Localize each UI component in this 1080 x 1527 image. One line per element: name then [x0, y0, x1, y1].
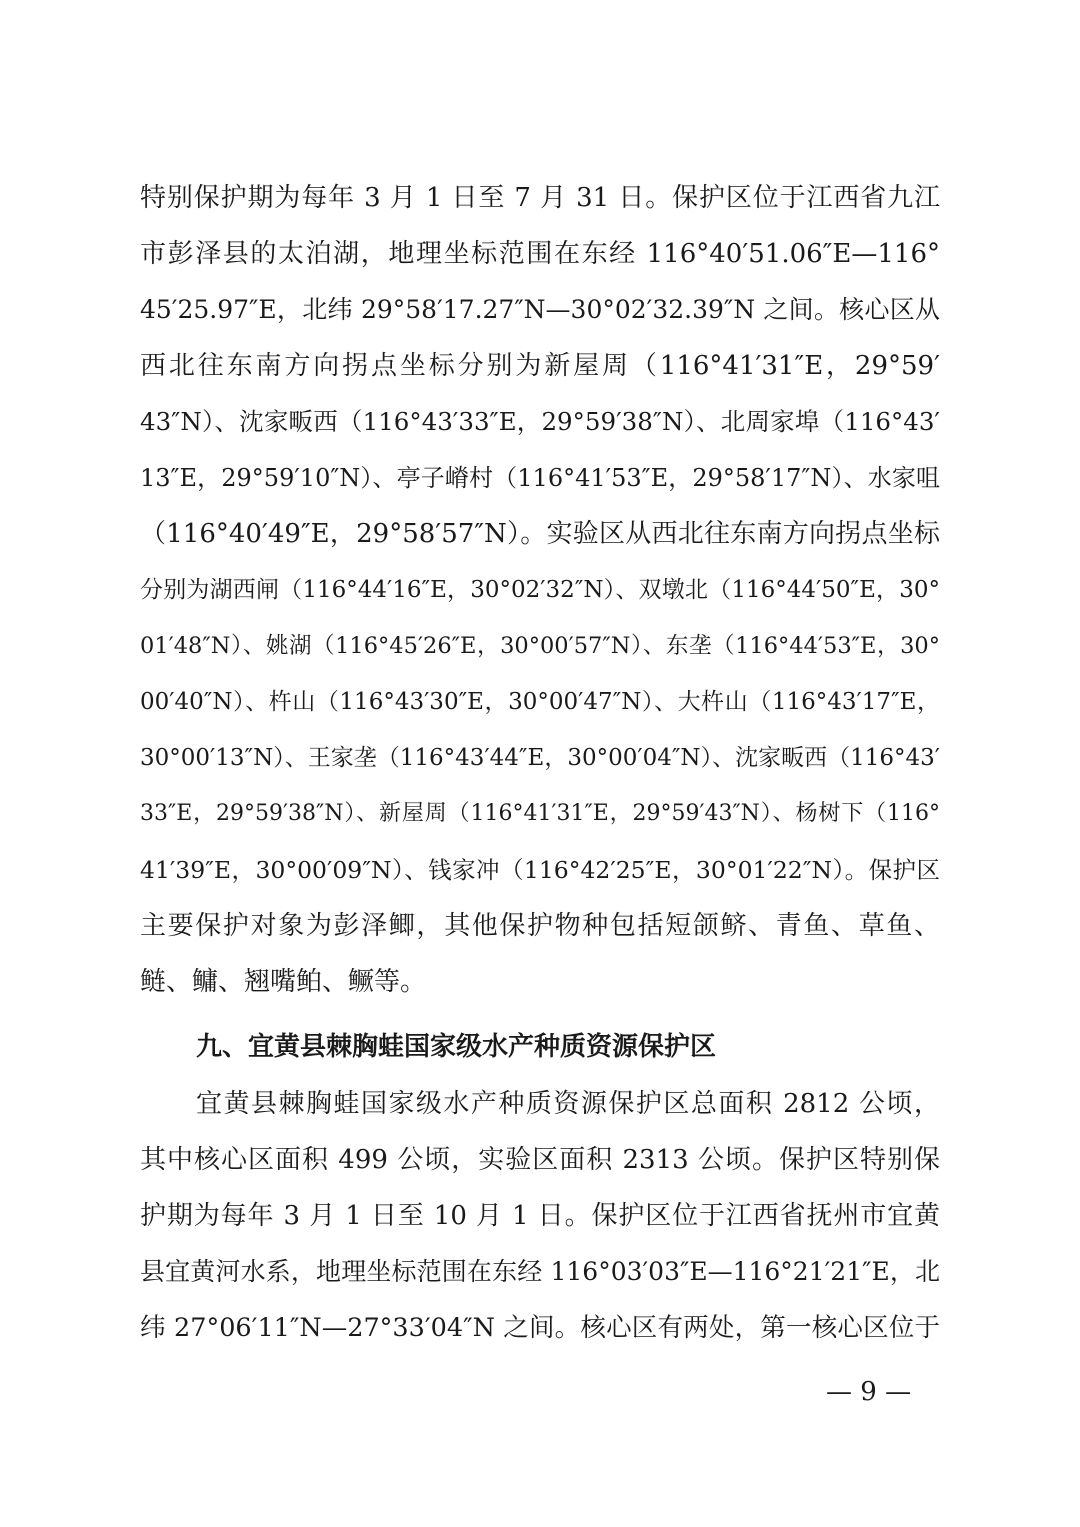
text-line: 主要保护对象为彭泽鲫，其他保护物种包括短颌鲚、青鱼、草鱼、: [140, 911, 940, 941]
text-line: 特别保护期为每年 3 月 1 日至 7 月 31 日。保护区位于江西省九江: [140, 183, 940, 213]
text-line: 01′48″N）、姚湖（116°45′26″E，30°00′57″N）、东垄（116°44′53″E，30°: [140, 633, 940, 659]
page-number: — 9 —: [826, 1377, 912, 1407]
text-line: 45′25.97″E，北纬 29°58′17.27″N—30°02′32.39″N 之间。核心区从: [140, 295, 940, 324]
text-line: 41′39″E，30°00′09″N）、钱家冲（116°42′25″E，30°01′22″N）。保护区: [140, 856, 940, 884]
text-line: 分别为湖西闸（116°44′16″E，30°02′32″N）、双墩北（116°44′50″E，30°: [140, 577, 940, 603]
text-line: 纬 27°06′11″N—27°33′04″N 之间。核心区有两处，第一核心区位于: [140, 1313, 940, 1343]
text-line: 宜黄县棘胸蛙国家级水产种质资源保护区总面积 2812 公顷，: [196, 1089, 940, 1119]
text-line: 市彭泽县的太泊湖，地理坐标范围在东经 116°40′51.06″E—116°: [140, 239, 940, 269]
paragraph-continued: [140, 170, 940, 1010]
text-line: 43″N）、沈家畈西（116°43′33″E，29°59′38″N）、北周家埠（116°43′: [140, 407, 940, 436]
paragraph-section-nine: [140, 1076, 940, 1356]
text-line: 13″E，29°59′10″N）、亭子嵴村（116°41′53″E，29°58′17″N）、水家咀: [140, 464, 940, 492]
section-heading: 九、宜黄县棘胸蛙国家级水产种质资源保护区: [196, 1032, 717, 1062]
text-line: 00′40″N）、杵山（116°43′30″E，30°00′47″N）、大杵山（116°43′17″E，: [140, 689, 940, 715]
text-line: 33″E，29°59′38″N）、新屋周（116°41′31″E，29°59′43″N）、杨树下（116°: [140, 801, 940, 826]
text-line: 30°00′13″N）、王家垄（116°43′44″E，30°00′04″N）、沈家畈西（116°43′: [140, 745, 940, 771]
text-line: 护期为每年 3 月 1 日至 10 月 1 日。保护区位于江西省抚州市宜黄: [140, 1201, 940, 1231]
text-line: 西北往东南方向拐点坐标分别为新屋周（116°41′31″E，29°59′: [140, 351, 940, 381]
text-line: 鲢、鳙、翘嘴鲌、鳜等。: [140, 967, 427, 997]
text-line: （116°40′49″E，29°58′57″N）。实验区从西北往东南方向拐点坐标: [140, 519, 940, 549]
text-line: 其中核心区面积 499 公顷，实验区面积 2313 公顷。保护区特别保: [140, 1145, 940, 1175]
text-line: 县宜黄河水系，地理坐标范围在东经 116°03′03″E—116°21′21″E，北: [140, 1257, 940, 1286]
